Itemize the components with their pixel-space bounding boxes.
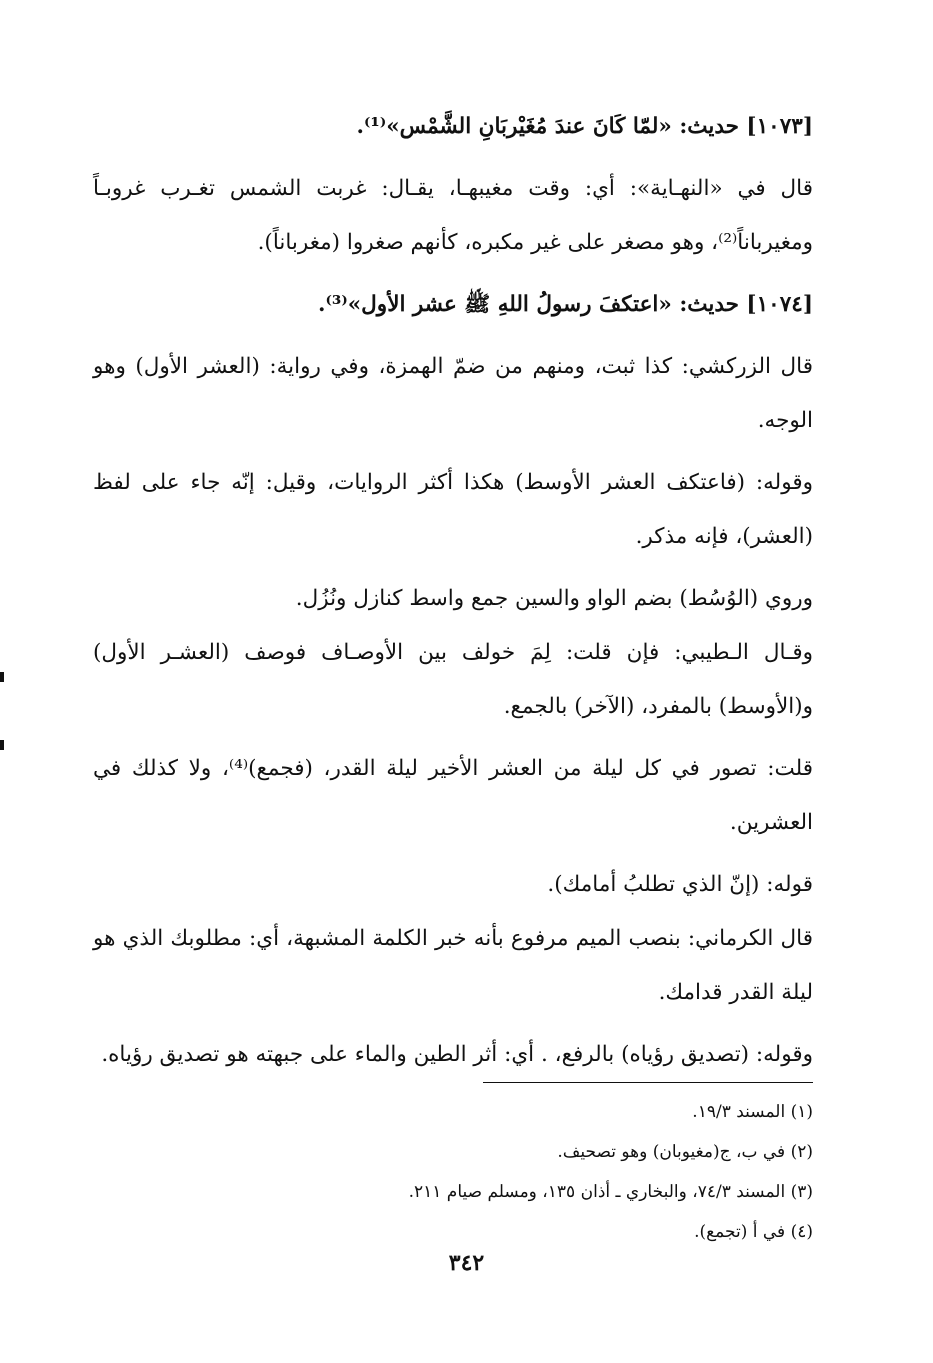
paragraph-amamak: قوله: (إنّ الذي تطلبُ أمامك). <box>547 872 813 897</box>
paragraph-wusut: وروي (الوُسُط) بضم الواو والسين جمع واسط كنازل ونُزُل. <box>295 586 813 611</box>
hadith-heading-1073: [١٠٧٣] حديث: «لمّا كَانَ عندَ مُغَيْربَانِ الشَّمْس»⁽¹⁾. <box>356 114 813 139</box>
paragraph-awsat: وقوله: (فاعتكف العشر الأوسط) هكذا أكثر الروايات، وقيل: إنّه جاء على لفظ (العشر)، فإنه مذكر. <box>93 470 813 549</box>
footnote-divider <box>483 1082 813 1083</box>
footnote-3: (٣) المسند ٧٤/٣، والبخاري ـ أذان ١٣٥، ومسلم صيام ٢١١. <box>408 1182 813 1202</box>
footnote-2: (٢) في ب، ج(مغيوبان) وهو تصحيف. <box>557 1142 813 1162</box>
scan-edge-mark <box>0 740 4 750</box>
paragraph-nihaya: قال في «النهـاية»: أي: وقت مغيبهـا، يقـال: غربت الشمس تغـرب غروبـاً ومغيرباناً⁽²⁾، وهو مصغر على غير مكبره، كأنهم صغروا (مغرباناً). <box>93 176 813 255</box>
page-number: ٣٤٢ <box>448 1250 485 1276</box>
paragraph-tibi: وقـال الـطيبي: فإن قلت: لِمَ خولف بين الأوصـاف فوصف (العشـر الأول) و(الأوسط) بالمفرد، (الآخر) بالجمع. <box>93 640 813 719</box>
paragraph-qultu: قلت: تصور في كل ليلة من العشر الأخير ليلة القدر، (فجمع)⁽⁴⁾، ولا كذلك في العشرين. <box>93 756 813 835</box>
main-text <box>93 100 813 1090</box>
footnote-4: (٤) في أ (تجمع). <box>694 1222 813 1242</box>
footnotes <box>93 1092 813 1252</box>
hadith-heading-1074: [١٠٧٤] حديث: «اعتكفَ رسولُ اللهِ ﷺ عشر الأول»⁽³⁾. <box>318 292 813 317</box>
paragraph-tasdiq: وقوله: (تصديق رؤياه) بالرفع، . أي: أثر الطين والماء على جبهته هو تصديق رؤياه. <box>101 1042 813 1067</box>
paragraph-zarkashi: قال الزركشي: كذا ثبت، ومنهم من ضمّ الهمزة، وفي رواية: (العشر الأول) وهو الوجه. <box>93 354 813 433</box>
paragraph-kirmani: قال الكرماني: بنصب الميم مرفوع بأنه خبر الكلمة المشبهة، أي: مطلوبك الذي هو ليلة القدر قدامك. <box>93 926 813 1005</box>
footnote-1: (١) المسند ١٩/٣. <box>692 1102 813 1122</box>
scan-edge-mark <box>0 672 4 682</box>
